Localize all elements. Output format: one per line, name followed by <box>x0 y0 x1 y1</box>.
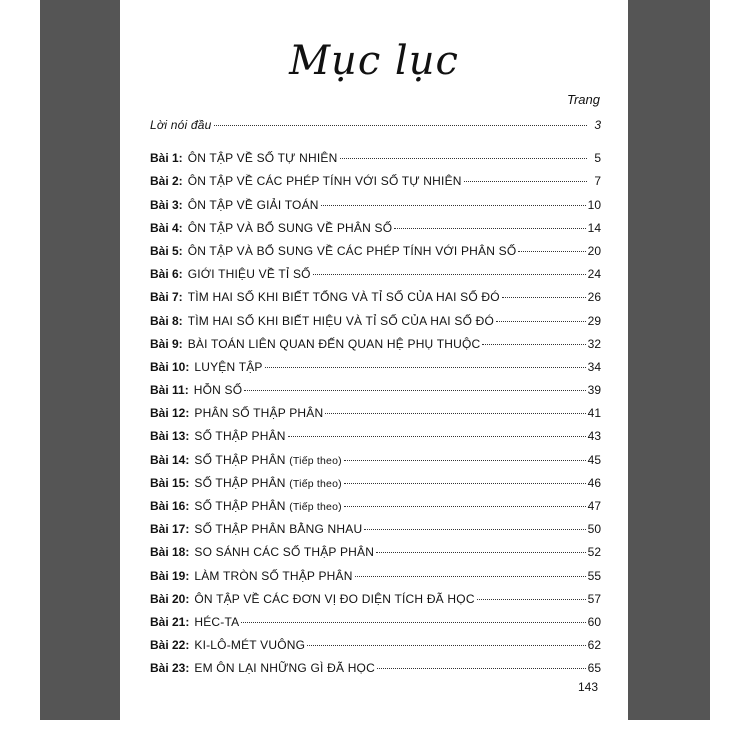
toc-entry-title <box>194 522 362 536</box>
toc-entry-number: Bài 5: <box>150 243 183 258</box>
toc-leader-dots <box>344 483 586 484</box>
toc-leader-dots <box>340 158 587 159</box>
toc-entry-title <box>188 198 319 212</box>
toc-entry-number: Bài 20: <box>150 591 190 606</box>
toc-entry-row <box>150 221 601 244</box>
toc-entry-title <box>194 429 285 443</box>
page-column-label: Trang <box>567 92 600 107</box>
toc-leader-dots <box>241 622 585 623</box>
toc-leader-dots <box>464 181 587 182</box>
toc-entry-title-text: SỐ THẬP PHÂN <box>194 452 286 467</box>
toc-entry-row <box>150 244 601 267</box>
toc-entry-title-text: HỖN SỐ <box>193 383 243 398</box>
toc-entry-number: Bài 16: <box>150 499 190 513</box>
toc-entry-number: Bài 7: <box>150 290 183 305</box>
toc-entry-row <box>150 545 601 568</box>
toc-entry-page: 57 <box>587 591 601 606</box>
toc-leader-dots <box>344 460 586 461</box>
toc-leader-dots <box>518 251 585 252</box>
toc-entry-title-text: PHÂN SỐ THẬP PHÂN <box>194 406 324 421</box>
toc-leader-dots <box>355 576 586 577</box>
toc-entry-title-text: ÔN TẬP VÀ BỔ SUNG VỀ CÁC PHÉP TÍNH VỚI PHÂN SỐ <box>187 243 517 258</box>
toc-entry-title-text: HÉC-TA <box>194 614 240 629</box>
toc-entry-title-text: SỐ THẬP PHÂN <box>194 475 286 490</box>
toc-entry-page: 65 <box>587 661 601 676</box>
toc-entry-number: Bài 13: <box>150 429 190 444</box>
toc-entry-row <box>150 267 601 290</box>
toc-entry-title <box>194 499 341 513</box>
toc-leader-dots <box>477 599 586 600</box>
toc-entry-title-text: KI-LÔ-MÉT VUÔNG <box>194 638 306 653</box>
toc-entry-title <box>188 151 338 165</box>
toc-entry-row <box>150 615 601 638</box>
toc-entry-title-text: GIỚI THIỆU VỀ TỈ SỐ <box>187 267 311 282</box>
toc-entry-page: 34 <box>587 359 601 374</box>
toc-entry-page: 46 <box>587 475 601 490</box>
toc-entry-title-text: LÀM TRÒN SỐ THẬP PHÂN <box>194 568 353 583</box>
toc-entry-row <box>150 406 601 429</box>
toc-entry-title-text: ÔN TẬP VỀ CÁC ĐƠN VỊ ĐO DIỆN TÍCH ĐÃ HỌC <box>194 591 475 606</box>
toc-preface-title: Lời nói đầu <box>150 118 212 132</box>
toc-entry-page: 7 <box>594 174 601 189</box>
toc-leader-dots <box>496 321 586 322</box>
toc-entry-row <box>150 476 601 499</box>
toc-entry-title <box>194 545 374 559</box>
toc-entry-page: 60 <box>587 614 601 629</box>
toc-entry-row <box>150 337 601 360</box>
toc-entry-row <box>150 661 601 684</box>
toc-entry-page: 29 <box>587 313 601 328</box>
toc-entry-number: Bài 2: <box>150 174 183 189</box>
toc-entry-row <box>150 638 601 661</box>
toc-entry-title-text: ÔN TẬP VỀ CÁC PHÉP TÍNH VỚI SỐ TỰ NHIÊN <box>187 174 462 189</box>
toc-entry-page: 47 <box>587 499 601 513</box>
toc-entries <box>150 151 601 684</box>
toc-entry-row <box>150 314 601 337</box>
toc-entry-number: Bài 4: <box>150 220 183 235</box>
toc-entry-title-text: ÔN TẬP VỀ SỐ TỰ NHIÊN <box>187 151 338 166</box>
toc-entry-title-text: ÔN TẬP VÀ BỔ SUNG VỀ PHÂN SỐ <box>187 220 393 235</box>
toc-entry-number: Bài 18: <box>150 545 190 560</box>
toc-entry-title-text: EM ÔN LẠI NHỮNG GÌ ĐÃ HỌC <box>194 661 375 676</box>
toc-entry-title <box>188 244 517 258</box>
toc-entry-title <box>194 638 305 652</box>
toc-entry-title-text: TÌM HAI SỐ KHI BIẾT TỔNG VÀ TỈ SỐ CỦA HAI SỐ ĐÓ <box>187 290 500 305</box>
toc-entry-page: 20 <box>587 243 601 258</box>
toc-leader-dots <box>214 125 588 126</box>
toc-entry-subtitle: (Tiếp theo) <box>289 477 342 490</box>
toc-entry-title <box>188 337 481 351</box>
toc-leader-dots <box>325 413 585 414</box>
toc-leader-dots <box>364 529 585 530</box>
toc-entry-number: Bài 12: <box>150 406 190 421</box>
toc-entry-number: Bài 15: <box>150 475 190 490</box>
toc-entry-page: 55 <box>587 568 601 583</box>
toc-entry-row <box>150 383 601 406</box>
toc-entry-title <box>194 569 352 583</box>
toc-entry-title-text: TÌM HAI SỐ KHI BIẾT HIỆU VÀ TỈ SỐ CỦA HAI SỐ ĐÓ <box>187 313 495 328</box>
toc-entry-subtitle: (Tiếp theo) <box>289 454 342 467</box>
toc-entry-row <box>150 499 601 522</box>
toc-entry-number: Bài 17: <box>150 522 190 537</box>
toc-entry-subtitle: (Tiếp theo) <box>289 501 342 513</box>
toc-entry-title <box>194 406 323 420</box>
toc-entry-page: 50 <box>587 522 601 537</box>
toc-entry-page: 41 <box>587 406 601 421</box>
toc-entry-page: 62 <box>587 638 601 653</box>
toc-entry-row <box>150 453 601 476</box>
toc-entry-row <box>150 198 601 221</box>
toc-entry-number: Bài 11: <box>150 383 189 398</box>
toc-entry-title <box>188 314 494 328</box>
page-title: Mục lục <box>289 38 459 84</box>
toc-leader-dots <box>482 344 585 345</box>
toc-entry-number: Bài 6: <box>150 267 183 282</box>
toc-leader-dots <box>321 205 586 206</box>
toc-entry-number: Bài 9: <box>150 336 183 351</box>
toc-leader-dots <box>502 297 586 298</box>
toc-entry-page: 39 <box>587 383 601 398</box>
table-of-contents <box>150 118 601 685</box>
toc-entry-title <box>194 383 243 397</box>
toc-entry-page: 5 <box>594 151 601 166</box>
toc-entry-title-text: SỐ THẬP PHÂN <box>194 429 286 444</box>
toc-entry-page: 43 <box>587 429 601 444</box>
toc-entry-title <box>188 221 393 235</box>
toc-entry-title-text: SỐ THẬP PHÂN <box>194 499 286 513</box>
toc-entry-row <box>150 592 601 615</box>
toc-entry-number: Bài 14: <box>150 452 190 467</box>
toc-entry-number: Bài 10: <box>150 359 190 374</box>
toc-entry-title <box>194 360 262 374</box>
toc-entry-number: Bài 21: <box>150 614 190 629</box>
toc-entry-number: Bài 8: <box>150 313 183 328</box>
toc-entry-row <box>150 174 601 197</box>
toc-entry-title <box>194 615 239 629</box>
toc-entry-page: 26 <box>587 290 601 305</box>
page-number: 143 <box>577 680 598 694</box>
toc-entry-title <box>188 174 462 188</box>
toc-entry-number: Bài 22: <box>150 638 190 653</box>
toc-leader-dots <box>377 668 586 669</box>
toc-entry-title <box>194 661 375 675</box>
toc-leader-dots <box>265 367 586 368</box>
toc-leader-dots <box>376 552 586 553</box>
toc-entry-title-text: SỐ THẬP PHÂN BẰNG NHAU <box>194 522 363 537</box>
toc-preface-row <box>150 118 601 141</box>
toc-leader-dots <box>307 645 585 646</box>
toc-leader-dots <box>344 506 586 507</box>
toc-leader-dots <box>288 436 586 437</box>
toc-entry-page: 32 <box>587 336 601 351</box>
toc-entry-page: 24 <box>587 267 601 282</box>
toc-entry-row <box>150 360 601 383</box>
toc-entry-title <box>194 453 341 467</box>
toc-entry-title-text: BÀI TOÁN LIÊN QUAN ĐẾN QUAN HỆ PHỤ THUỘC <box>187 336 481 351</box>
toc-entry-page: 14 <box>587 220 601 235</box>
toc-entry-number: Bài 1: <box>150 151 183 166</box>
document-page <box>120 0 628 720</box>
toc-entry-row <box>150 522 601 545</box>
toc-entry-row <box>150 290 601 313</box>
toc-entry-title <box>194 592 474 606</box>
toc-leader-dots <box>313 274 586 275</box>
toc-entry-page: 45 <box>587 452 601 467</box>
toc-entry-number: Bài 3: <box>150 197 183 212</box>
toc-preface-page: 3 <box>594 118 601 132</box>
toc-entry-number: Bài 19: <box>150 568 190 583</box>
toc-entry-number: Bài 23: <box>150 661 190 676</box>
toc-leader-dots <box>394 228 585 229</box>
toc-entry-row <box>150 151 601 174</box>
toc-entry-title <box>194 476 341 490</box>
toc-entry-title <box>188 267 311 281</box>
toc-entry-title-text: LUYỆN TẬP <box>194 359 263 374</box>
toc-entry-title-text: SO SÁNH CÁC SỐ THẬP PHÂN <box>194 545 375 560</box>
toc-entry-page: 10 <box>587 197 601 212</box>
toc-entry-row <box>150 429 601 452</box>
toc-entry-title-text: ÔN TẬP VỀ GIẢI TOÁN <box>187 197 319 212</box>
toc-entry-row <box>150 569 601 592</box>
toc-entry-page: 52 <box>587 545 601 560</box>
toc-leader-dots <box>244 390 585 391</box>
toc-entry-title <box>188 290 500 304</box>
